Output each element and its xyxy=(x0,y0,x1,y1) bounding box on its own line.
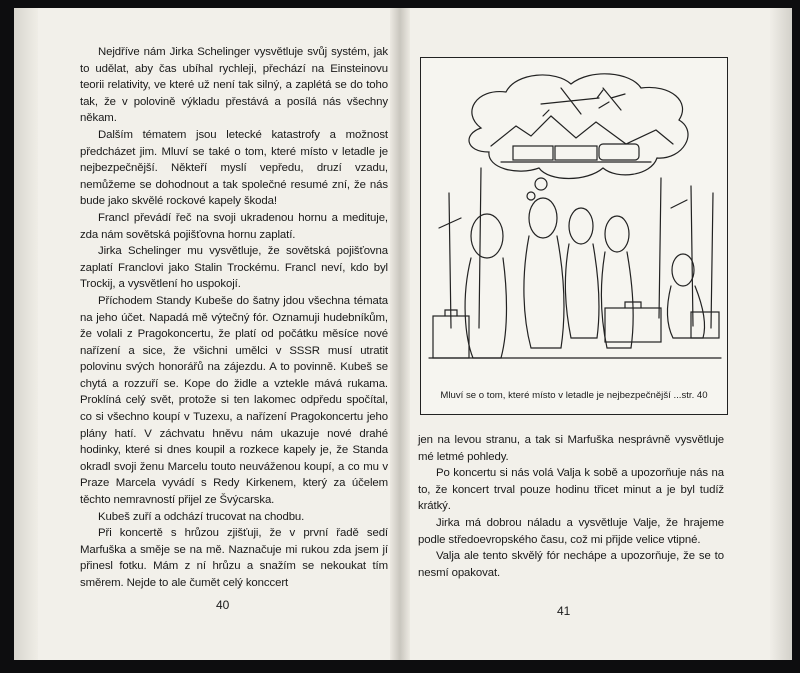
trees xyxy=(439,168,713,328)
train-car xyxy=(555,146,597,160)
left-page-edge xyxy=(14,8,38,660)
cartoon-drawing xyxy=(421,58,727,414)
person xyxy=(471,214,503,258)
illustration-caption: Mluví se o tom, které místo v letadle je nejbezpečnější ...str. 40 xyxy=(440,390,708,401)
right-page-text xyxy=(418,432,724,581)
book-gutter xyxy=(390,8,410,660)
thought-bubble xyxy=(527,192,535,200)
paragraph: Při koncertě s hrůzou zjišťuji, že v první řadě sedí Marfuška a směje se na mě. Naznačuje mi rukou zda jsem jí přinesl fotku. Mám z ní hrůzu a snažím se nekoukat tím směrem. Nejde to ale čumět celý konccert xyxy=(80,527,388,589)
paragraph: Valja ale tento skvělý fór nechápe a upozorňuje, že se to nesmí opakovat. xyxy=(418,550,724,579)
paragraph: Jirka má dobrou náladu a vysvětluje Valje, že hrajeme podle středoevropského času, což mi přijde velice vtipné. xyxy=(418,516,724,546)
paragraph: Po koncertu si nás volá Valja k sobě a upozorňuje nás na to, že koncert trval pouze hodinu třicet minut a je byl tudíž krátký. xyxy=(418,467,724,513)
paragraph: Jirka Schelinger mu vysvětluje, že sovětská pojišťovna zaplatí Franclovi jako Stalin Trockému. Francl neví, kdo byl Trockij, a vysvětlení ho uspokojí. xyxy=(80,245,388,291)
paragraph: Dalším tématem jsou letecké katastrofy a možnost předcházet jim. Mluví se také o tom, které místo v letadle je nejbezpečnější. Někteří myslí vepředu, druzí vzadu, nemůžeme se dohodnout a tak společné resumé zní, že nás bude jako skvělé rockové kapely škoda! xyxy=(80,128,388,208)
plane-icon xyxy=(541,88,603,116)
train-car xyxy=(599,144,639,160)
falling-plane-icon xyxy=(599,88,625,110)
left-page-text xyxy=(80,44,388,592)
right-page-edge xyxy=(770,8,792,660)
cartoon-illustration xyxy=(420,57,728,415)
person xyxy=(605,216,629,252)
paragraph: Kubeš zuří a odchází trucovat na chodbu. xyxy=(98,510,305,523)
paragraph: Příchodem Standy Kubeše do šatny jdou všechna témata na jeho účet. Napadá mě výtečný fór. Oznamuji hudebníkům, že volali z Pragokoncertu, že platí od počátku měsíce nové nařízení a sice, že všichni umělci v SSSR musí utratit polovinu svých honorářů na zájezdu. A to povinně. Kubeš se chytá a rozzuří se. Kope do židle a vztekle mává rukama. Proklíná celý svět, protože si ten lakomec odpředu spočítal, co si všechno koupí v Tuzexu, a nařízení Pragokoncertu jeho plány hatí. V záchvatu hněvu nám ukazuje nové drahé hodinky, které si dnes koupil a rozkece kapely je, že Standa okradl svoji ženu Marcelu touto neuváženou koupí, a co mu v Praze Marcela vyvádí s Redy Kirkenem, který za účelem těchto nemravností přijel ze Švýcarska. xyxy=(80,294,388,507)
paragraph: jen na levou stranu, a tak si Marfuška nesprávně vysvětluje mé letmé pohledy. xyxy=(418,434,724,463)
person xyxy=(529,198,557,238)
mountains xyxy=(491,116,673,146)
thought-cloud xyxy=(469,74,688,179)
train-car xyxy=(513,146,553,160)
paragraph: Nejdříve nám Jirka Schelinger vysvětluje svůj systém, jak to udělat, aby čas ubíhal rychleji, přechází na Einsteinovu teorii relativity, ve které už není tak silný, a zaplétá se do toho tak, že v polovině výkladu přestává a posílá nás všechny někam. xyxy=(80,46,388,125)
page-number-left: 40 xyxy=(216,598,230,612)
person xyxy=(569,208,593,244)
paragraph: Francl převádí řeč na svoji ukradenou hornu a medituje, zda nám sovětská pojišťovna hornu zaplatí. xyxy=(80,211,388,241)
thought-bubble xyxy=(535,178,547,190)
page-number-right: 41 xyxy=(557,604,571,618)
person xyxy=(672,254,694,286)
